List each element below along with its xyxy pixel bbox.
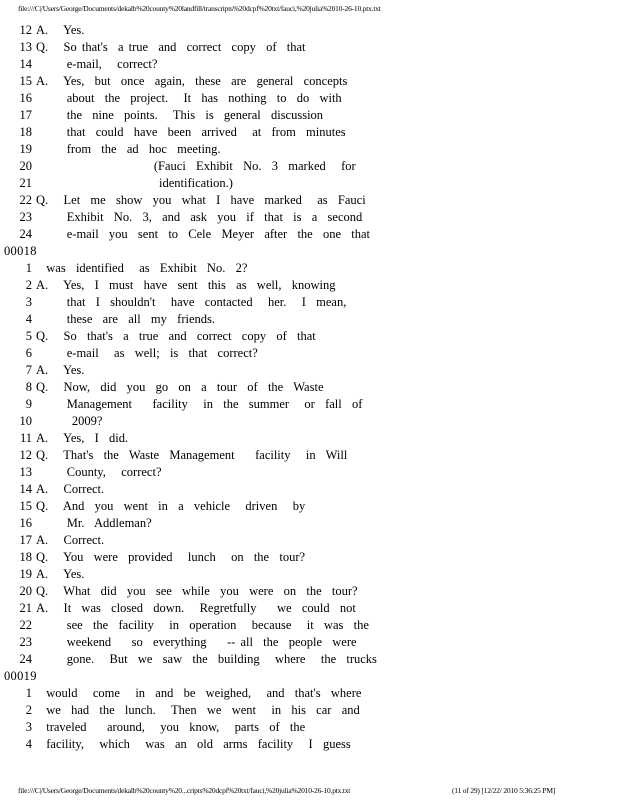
line-text: facility, which was an old arms facility I guess — [36, 737, 351, 751]
line-number: 15 — [19, 499, 32, 513]
transcript-line — [0, 532, 618, 549]
line-number: 10 — [19, 414, 32, 428]
line-text: Q. Let me show you what I have marked as Fauci — [36, 193, 366, 207]
line-text: Q. What did you see while you were on the tour? — [36, 584, 358, 598]
transcript-line — [0, 277, 618, 294]
line-text: e-mail, correct? — [36, 57, 158, 71]
line-number: 14 — [19, 482, 32, 496]
transcript-line — [0, 226, 618, 243]
line-text: e-mail you sent to Cele Meyer after the one that — [36, 227, 371, 241]
transcript-line — [0, 39, 618, 56]
footer-page-info: (11 of 29) [12/22/ 2010 5:36:25 PM] — [452, 786, 556, 795]
transcript-line — [0, 413, 618, 430]
transcript-line — [0, 702, 618, 719]
line-number: 9 — [25, 397, 32, 411]
line-text: Exhibit No. 3, and ask you if that is a second — [36, 210, 363, 224]
line-text: A. Yes. — [36, 363, 85, 377]
page-number: 00018 — [4, 244, 37, 258]
line-number: 4 — [25, 312, 32, 326]
footer-file-path: file:///C|/Users/George/Documents/dekalb%20county%20...cripts%20dcpf%20txt/fauci,%20julia%2010-26-10.ptx.txt — [18, 786, 351, 795]
transcript-body — [0, 22, 618, 753]
line-text: weekend so everything -- all the people were — [36, 635, 357, 649]
transcript-line — [0, 600, 618, 617]
transcript-line — [0, 719, 618, 736]
transcript-line — [0, 583, 618, 600]
line-text: 2009? — [36, 414, 103, 428]
line-number: 2 — [25, 278, 32, 292]
line-number: 24 — [19, 652, 32, 666]
line-text: County, correct? — [36, 465, 162, 479]
line-text: that I shouldn't have contacted her. I mean, — [36, 295, 347, 309]
line-text: A. Yes, I must have sent this as well, knowing — [36, 278, 336, 292]
line-number: 21 — [19, 176, 32, 190]
line-number: 6 — [25, 346, 32, 360]
transcript-line — [0, 209, 618, 226]
line-number: 2 — [25, 703, 32, 717]
transcript-line — [0, 481, 618, 498]
line-number: 22 — [19, 618, 32, 632]
line-text: Q. And you went in a vehicle driven by — [36, 499, 306, 513]
line-text: that could have been arrived at from minutes — [36, 125, 346, 139]
line-text: see the facility in operation because it was the — [36, 618, 369, 632]
transcript-line — [0, 260, 618, 277]
line-text: A. Yes, but once again, these are general concepts — [36, 74, 348, 88]
line-text: Q. So that's a true and correct copy of that — [36, 40, 306, 54]
line-number: 1 — [25, 261, 32, 275]
transcript-line — [0, 464, 618, 481]
line-number: 23 — [19, 635, 32, 649]
transcript-line — [0, 124, 618, 141]
page-marker — [0, 668, 618, 685]
transcript-line — [0, 22, 618, 39]
header-file-path: file:///C|/Users/George/Documents/dekalb%20county%20landfill/transcripts%20dcpf%20txt/fauci,%20julia%2010-26-10.ptx.txt — [18, 4, 381, 13]
line-text: A. Yes, I did. — [36, 431, 129, 445]
line-text: A. Correct. — [36, 482, 105, 496]
line-text: these are all my friends. — [36, 312, 215, 326]
line-text: Q. That's the Waste Management facility in Will — [36, 448, 348, 462]
line-number: 1 — [25, 686, 32, 700]
line-number: 18 — [19, 125, 32, 139]
line-text: A. It was closed down. Regretfully we could not — [36, 601, 356, 615]
line-number: 3 — [25, 720, 32, 734]
transcript-line — [0, 566, 618, 583]
line-number: 16 — [19, 91, 32, 105]
transcript-line — [0, 617, 618, 634]
line-number: 22 — [19, 193, 32, 207]
line-number: 17 — [19, 533, 32, 547]
transcript-line — [0, 498, 618, 515]
line-number: 19 — [19, 567, 32, 581]
line-number: 15 — [19, 74, 32, 88]
line-number: 3 — [25, 295, 32, 309]
page-marker — [0, 243, 618, 260]
line-number: 21 — [19, 601, 32, 615]
line-number: 12 — [19, 448, 32, 462]
line-text: about the project. It has nothing to do with — [36, 91, 342, 105]
transcript-line — [0, 634, 618, 651]
line-text: would come in and be weighed, and that's where — [36, 686, 362, 700]
line-text: Q. Now, did you go on a tour of the Waste — [36, 380, 324, 394]
line-number: 14 — [19, 57, 32, 71]
line-text: Management facility in the summer or fall of — [36, 397, 363, 411]
transcript-line — [0, 345, 618, 362]
transcript-line — [0, 362, 618, 379]
line-text: the nine points. This is general discussion — [36, 108, 324, 122]
line-number: 17 — [19, 108, 32, 122]
line-text: (Fauci Exhibit No. 3 marked for — [36, 159, 356, 173]
line-text: identification.) — [36, 176, 233, 190]
transcript-line — [0, 396, 618, 413]
transcript-line — [0, 294, 618, 311]
line-number: 23 — [19, 210, 32, 224]
line-number: 5 — [25, 329, 32, 343]
line-number: 16 — [19, 516, 32, 530]
transcript-line — [0, 192, 618, 209]
line-text: we had the lunch. Then we went in his car and — [36, 703, 360, 717]
line-text: e-mail as well; is that correct? — [36, 346, 258, 360]
transcript-line — [0, 685, 618, 702]
transcript-line — [0, 175, 618, 192]
line-number: 13 — [19, 465, 32, 479]
transcript-line — [0, 549, 618, 566]
line-number: 20 — [19, 584, 32, 598]
transcript-line — [0, 158, 618, 175]
line-number: 18 — [19, 550, 32, 564]
transcript-line — [0, 447, 618, 464]
transcript-line — [0, 90, 618, 107]
line-number: 24 — [19, 227, 32, 241]
page-number: 00019 — [4, 669, 37, 683]
line-number: 7 — [25, 363, 32, 377]
transcript-line — [0, 430, 618, 447]
line-number: 8 — [25, 380, 32, 394]
line-number: 20 — [19, 159, 32, 173]
transcript-line — [0, 328, 618, 345]
line-number: 13 — [19, 40, 32, 54]
line-number: 11 — [19, 431, 32, 445]
line-text: was identified as Exhibit No. 2? — [36, 261, 248, 275]
line-text: Mr. Addleman? — [36, 516, 152, 530]
transcript-line — [0, 73, 618, 90]
line-number: 4 — [25, 737, 32, 751]
line-text: A. Correct. — [36, 533, 105, 547]
transcript-line — [0, 107, 618, 124]
transcript-line — [0, 736, 618, 753]
line-text: gone. But we saw the building where the trucks — [36, 652, 377, 666]
line-text: A. Yes. — [36, 23, 85, 37]
transcript-line — [0, 311, 618, 328]
transcript-line — [0, 651, 618, 668]
transcript-line — [0, 56, 618, 73]
line-text: from the ad hoc meeting. — [36, 142, 221, 156]
line-number: 19 — [19, 142, 32, 156]
line-text: traveled around, you know, parts of the — [36, 720, 306, 734]
line-text: Q. You were provided lunch on the tour? — [36, 550, 306, 564]
transcript-line — [0, 141, 618, 158]
transcript-line — [0, 515, 618, 532]
line-text: Q. So that's a true and correct copy of that — [36, 329, 316, 343]
transcript-line — [0, 379, 618, 396]
line-text: A. Yes. — [36, 567, 85, 581]
line-number: 12 — [19, 23, 32, 37]
